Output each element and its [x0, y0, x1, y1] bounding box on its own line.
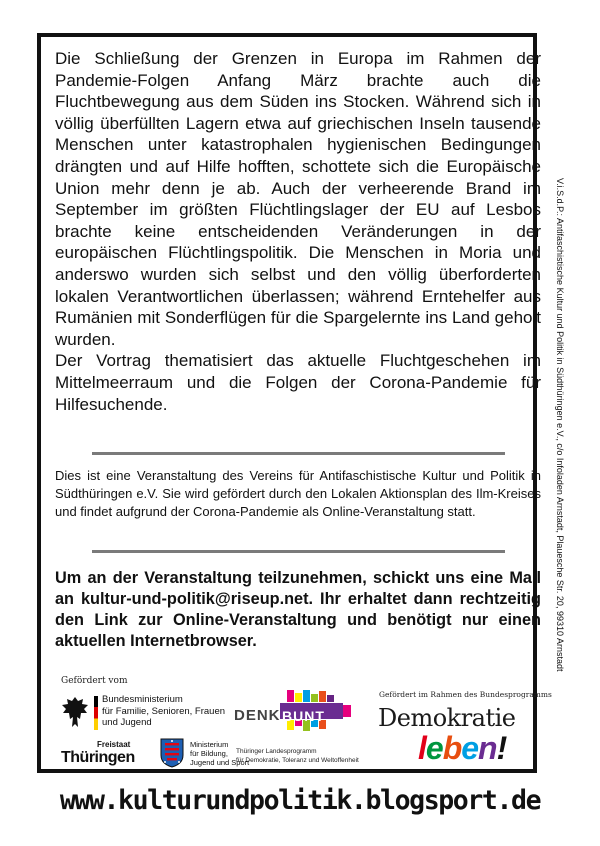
website-url: www.kulturundpolitik.blogsport.de [59, 785, 541, 816]
federal-program-label: Gefördert im Rahmen des Bundesprogramms [379, 690, 552, 699]
intro-block [55, 48, 541, 415]
flag-bar [94, 696, 98, 730]
intro-paragraph: Die Schließung der Grenzen in Europa im Rahmen der Pandemie-Folgen Anfang März brachte auch die Fluchtbewegung aus dem Süden ins Stocken. Während sich in völlig überfüllten Lagern etwa auf griechischen Inseln tausende Menschen unter katastrophalen hygienischen Bedingungen drängten und auf Hilfe hofften, schottete sich die Europäische Union mehr denn je ab. Auch der verheerende Brand im September im größten Flüchtlingslager der EU auf Lesbos brachte keine entscheidenden Veränderungen in der europäischen Flüchtlingspolitik. Die Menschen in Moria und anderswo wurden sich selbst und den völlig überforderten lokalen Verantwortlichen überlassen; während Erntehelfer aus Rumänien mit Sonderflügen für die Spargelernte ins Land geholt wurden. [55, 49, 541, 349]
ministry-text: Ministerium für Bildung, Jugend und Sport [190, 740, 250, 767]
divider-top [92, 452, 505, 455]
bmfsfj-text: Bundesministerium für Familie, Senioren, Frauen und Jugend [102, 694, 226, 728]
denk-wordmark: DENK [234, 707, 281, 724]
federal-eagle-icon [61, 694, 89, 730]
talk-paragraph: Der Vortrag thematisiert das aktuelle Fluchtgeschehen im Mittelmeerraum und die Folgen der Corona-Pandemie für Hilfesuchende. [55, 351, 541, 414]
sponsor-note: Dies ist eine Veranstaltung des Vereins für Antifaschistische Kultur und Politik in Südthüringen e.V. Sie wird gefördert durch den Lokalen Aktionsplan des Ilm-Kreises und findet aufgrund der Corona-Pandemie als Online-Veranstaltung statt. [55, 468, 541, 519]
demokratie-wordmark: Demokratie [378, 704, 516, 732]
freistaat-label: Freistaat [97, 740, 131, 749]
participation-instructions: Um an der Veranstaltung teilzunehmen, schickt uns eine Mail an kultur-und-politik@riseup.net. Ihr erhaltet dann rechtzeitig den Link zur Online-Veranstaltung und benötigt nur einen aktuellen Internetbrowser. [55, 569, 541, 650]
divider-bottom [92, 550, 505, 553]
leben-wordmark: leben! [418, 730, 507, 766]
bunt-wordmark: BUNT [282, 708, 325, 724]
denkbunt-logo [232, 690, 354, 732]
imprint-vertical: V.i.S.d.P.: Antifaschistische Kultur und Politik in Südthüringen e.V., c/o Infoladen Arnstadt, Plauesche Str. 20, 99310 Arnstadt [555, 178, 565, 672]
landesprogramm-text: Thüringer Landesprogramm für Demokratie, Toleranz und Weltoffenheit [236, 748, 359, 764]
thuringia-crest-icon [160, 738, 184, 768]
bmfsfj-logo [61, 694, 236, 734]
thueringen-wordmark: Thüringen [61, 749, 135, 766]
funded-by-label: Gefördert vom [61, 676, 128, 686]
